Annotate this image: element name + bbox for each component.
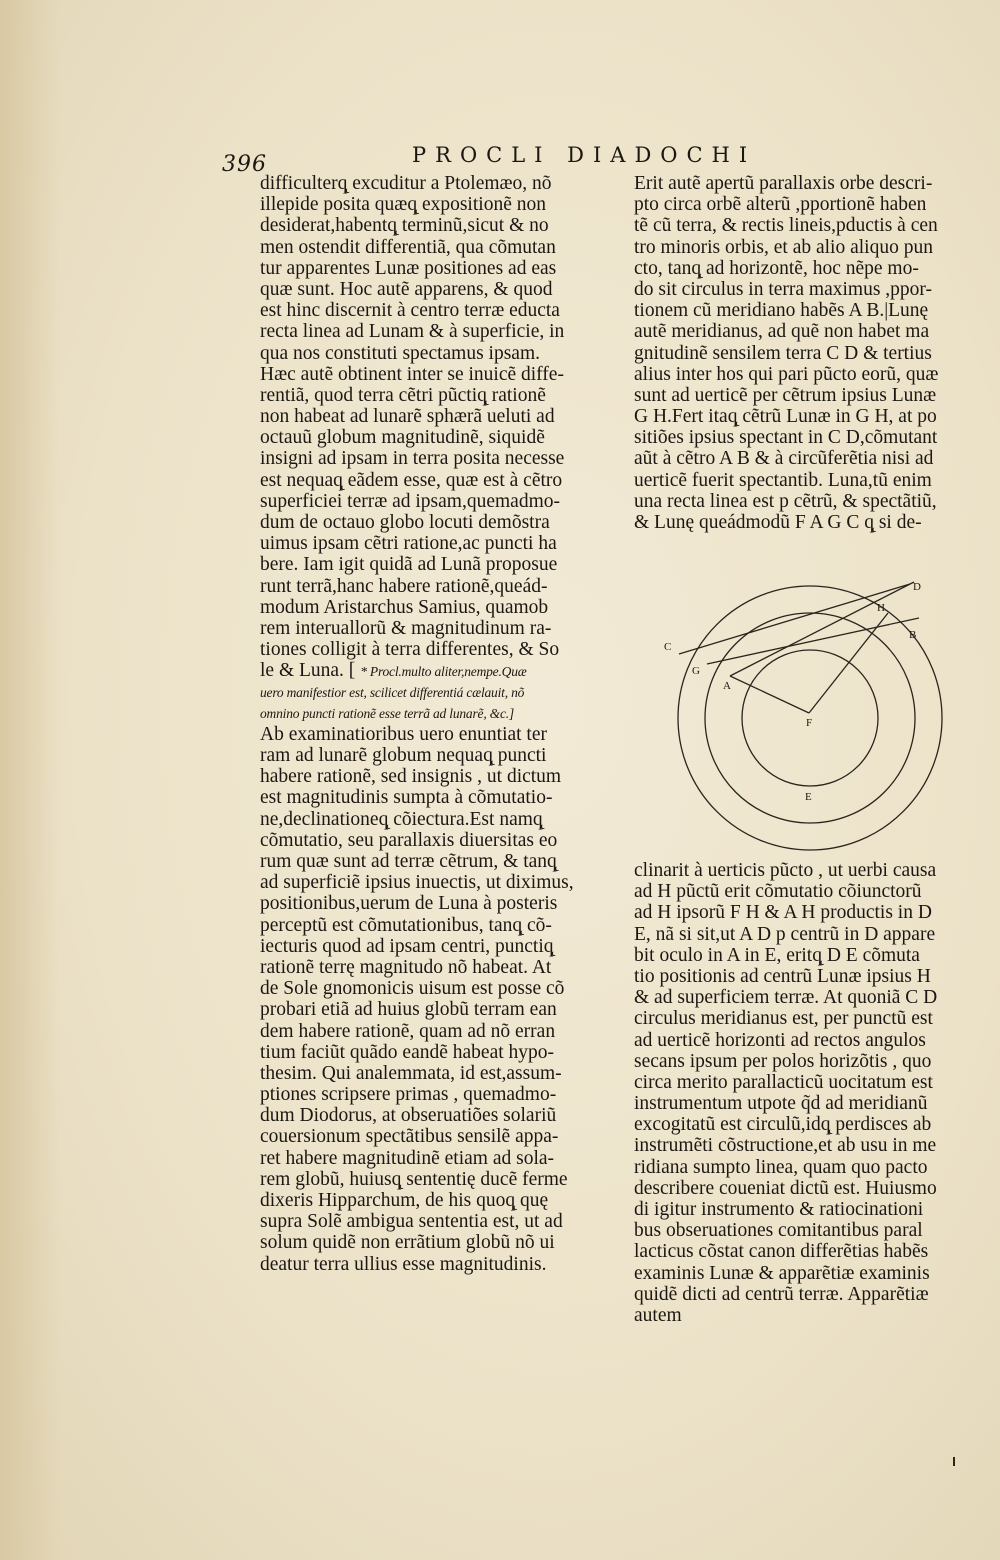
- running-head: PROCLI DIADOCHI: [412, 143, 757, 167]
- label-g: G: [692, 665, 700, 677]
- text-line: est nequaq̨ eãdem esse, quæ est à cẽtro: [260, 469, 563, 491]
- text-line: rem interuallorũ & magnitudinum ra-: [260, 617, 552, 639]
- text-line: cõmutatio, seu parallaxis diuersitas eo: [260, 829, 558, 851]
- text-line: supra Solẽ ambigua sententia est, ut ad: [260, 1211, 563, 1233]
- label-b: B: [909, 629, 917, 641]
- text-line: iecturis quod ad ipsam centri, punctiq̨: [260, 935, 554, 957]
- text-line: pto circa orbẽ alterũ ,pportionẽ haben: [634, 194, 927, 216]
- text-line: clinarit à uerticis pũcto , ut uerbi causa: [634, 860, 937, 881]
- text-line: di igitur instrumento & ratiocinationi: [634, 1199, 924, 1220]
- text-line: ret habere magnitudinẽ etiam ad sola-: [260, 1147, 555, 1169]
- text-line: instrumẽti cõstructione,et ab usu in me: [634, 1135, 937, 1157]
- text-line: ne,declinationeq̨ cõiectura.Est namq̨: [260, 808, 543, 830]
- text-line: dixeris Hipparchum, de his quoq̨ quę: [260, 1190, 549, 1211]
- text-line: sunt ad uerticẽ per cẽtrum ipsius Lunæ: [634, 384, 937, 406]
- page-number: 396: [222, 152, 267, 177]
- text-line: tur apparentes Lunæ positiones ad eas: [260, 257, 557, 279]
- text-line: secans ipsum per polos horizõtis , quo: [634, 1050, 932, 1072]
- right-column-top: [634, 173, 959, 533]
- text-line: recta linea ad Lunam & à superficie, in: [260, 321, 565, 343]
- text-line: tium faciũt quãdo eandẽ habeat hypo-: [260, 1041, 555, 1063]
- label-f: F: [806, 717, 813, 729]
- text-line: ridiana sumpto linea, quam quo pacto: [634, 1156, 928, 1178]
- text-line: qua nos constituti spectamus ipsam.: [260, 342, 541, 364]
- text-line: tiones colligit à terra differentes, & So: [260, 639, 560, 661]
- label-a: A: [723, 680, 731, 692]
- marginal-note-line: omnino puncti rationẽ esse terrã ad lunarẽ, &c.]: [260, 705, 514, 721]
- text-line: Hæc autẽ obtinent inter se inuicẽ diffe-: [260, 363, 564, 385]
- text-line: excogitatũ est circulũ,idq̨ perdisces ab: [634, 1114, 932, 1136]
- text-line: runt terrã,hanc habere rationẽ,queád-: [260, 575, 548, 597]
- text-line: rum quæ sunt ad terræ cẽtrum, & tanq̨: [260, 851, 557, 872]
- text-line: autẽ meridianus, ad quẽ non habet ma: [634, 321, 930, 343]
- text-line: bit oculo in A in E, eritq̨ D E cõmuta: [634, 944, 920, 966]
- text-line: Ab examinatioribus uero enuntiat ter: [260, 723, 547, 745]
- left-column: [260, 173, 595, 1275]
- text-line: uerticẽ fuerit spectantib. Luna,tũ enim: [634, 469, 932, 491]
- text-line: probari etiã ad huius globũ terram ean: [260, 999, 557, 1021]
- right-column-bottom: [634, 860, 959, 1326]
- text-line: tro minoris orbis, et ab alio aliquo pun: [634, 236, 933, 258]
- text-line: cto, tanq̨ ad horizontẽ, hoc nẽpe mo-: [634, 257, 919, 279]
- text-line: circulus meridianus est, per punctũ est: [634, 1008, 933, 1030]
- text-line: desiderat,habentq̨ terminũ,sicut & no: [260, 215, 549, 237]
- text-line: sitiões ipsius spectant in C D,cõmutant: [634, 427, 938, 449]
- text-line: Erit autẽ apertũ parallaxis orbe descri-: [634, 173, 933, 194]
- text-line: instrumentum utpote q̃d ad meridianũ: [634, 1093, 928, 1115]
- text-line: do sit circulus in terra maximus ,ppor-: [634, 278, 933, 300]
- marginal-note: * Procl.multo aliter,nempe.Quæ: [360, 664, 527, 680]
- text-fragment: le & Luna. [: [260, 660, 356, 682]
- label-c: C: [664, 641, 672, 653]
- text-line-with-note: [260, 660, 595, 681]
- parallax-diagram: [655, 568, 955, 858]
- text-line: habere rationẽ, sed insignis , ut dictum: [260, 766, 562, 788]
- text-line: superficiei terræ ad ipsam,quemadmo-: [260, 490, 560, 512]
- text-line: modum Aristarchus Samius, quamob: [260, 596, 549, 618]
- text-line: una recta linea est p cẽtrũ, & spectãtiũ,: [634, 490, 937, 512]
- text-line: quidẽ dicti ad centrũ terræ. Apparẽtiæ: [634, 1283, 929, 1305]
- text-line: dum Diodorus, at obseruatiões solariũ: [260, 1105, 557, 1127]
- parallax-diagram-svg: [655, 568, 955, 858]
- label-d: D: [913, 581, 921, 593]
- text-line: ad uerticẽ horizonti ad rectos angulos: [634, 1029, 926, 1051]
- text-line: positionibus,uerum de Luna à posteris: [260, 893, 558, 915]
- text-line: & Lunę queádmodũ F A G C q̨ si de-: [634, 512, 922, 533]
- text-line: octauũ globum magnitudinẽ, siquidẽ: [260, 427, 545, 449]
- text-line: tio positionis ad centrũ Lunæ ipsius H: [634, 965, 931, 987]
- text-line: lacticus cõstat canon differẽtias habẽs: [634, 1241, 929, 1263]
- text-line: alius inter hos qui pari pũcto eorũ, quæ: [634, 363, 939, 385]
- text-line: difficulterq̨ excuditur a Ptolemæo, nõ: [260, 173, 552, 194]
- text-line: tionem cũ meridiano habẽs A B.|Lunę: [634, 300, 929, 322]
- text-line: thesim. Qui analemmata, id est,assum-: [260, 1062, 562, 1084]
- text-line: G H.Fert itaq̨ cẽtrũ Lunæ in G H, at po: [634, 406, 937, 428]
- text-line: dum de octauo globo locuti demõstra: [260, 512, 550, 533]
- marginal-note-line: uero manifestior est, scilicet differentiá cælauit, nõ: [260, 684, 525, 700]
- text-line: aũt à cẽtro A B & à circũferẽtia nisi ad: [634, 448, 934, 470]
- text-line: uimus ipsam cẽtri ratione,ac puncti ha: [260, 533, 557, 555]
- text-line: bus obseruationes comitantibus paral: [634, 1220, 923, 1242]
- text-line: non habeat ad lunarẽ sphærã ueluti ad: [260, 406, 555, 428]
- text-line: illepide posita quæq̨ expositionẽ non: [260, 194, 546, 216]
- text-line: deatur terra ullius esse magnitudinis.: [260, 1253, 547, 1275]
- text-line: est magnitudinis sumpta à cõmutatio-: [260, 787, 553, 809]
- text-line: ad H ipsorũ F H & A H productis in D: [634, 902, 932, 924]
- printers-mark: [953, 1457, 955, 1466]
- line-a-d: [730, 582, 917, 676]
- text-line: circa merito parallacticũ uocitatum est: [634, 1071, 933, 1093]
- page-edge-shadow: [0, 0, 60, 1560]
- label-h: H: [877, 602, 885, 614]
- text-line: & ad superficiem terræ. At quoniã C D: [634, 987, 938, 1009]
- text-line: est hinc discernit à centro terræ educta: [260, 300, 560, 322]
- text-line: couersionum spectãtibus sensilẽ appa-: [260, 1126, 559, 1148]
- text-line: rentiã, quod terra cẽtri pũctiq̨ rationẽ: [260, 384, 546, 406]
- text-line: autem: [634, 1304, 682, 1326]
- text-line: tẽ cũ terra, & rectis lineis,pductis à cen: [634, 215, 938, 237]
- text-line: quæ sunt. Hoc autẽ apparens, & quod: [260, 278, 553, 300]
- text-line: rationẽ terrę magnitudo nõ habeat. At: [260, 956, 552, 978]
- text-line: ram ad lunarẽ globum nequaq̨ puncti: [260, 745, 547, 767]
- text-line: ad H pũctũ erit cõmutatio cõiunctorũ: [634, 881, 922, 903]
- line-a-f: [730, 676, 809, 713]
- text-line: E, nã si sit,ut A D p centrũ in D appare: [634, 923, 936, 945]
- text-line: insigni ad ipsam in terra posita necesse: [260, 448, 565, 470]
- text-line: bere. Iam igit quidã ad Lunã proposue: [260, 554, 558, 576]
- text-line: perceptũ est cõmutationibus, tanq̨ cõ-: [260, 914, 552, 936]
- label-e: E: [805, 791, 812, 803]
- text-line: gnitudinẽ sensilem terra C D & tertius: [634, 342, 932, 364]
- text-line: men ostendit differentiã, qua cõmutan: [260, 236, 556, 258]
- text-line: ptiones scripsere primas , quemadmo-: [260, 1084, 557, 1106]
- text-line: rem globũ, huiusq̨ sententię ducẽ ferme: [260, 1168, 568, 1190]
- text-line: solum quidẽ non errãtium globũ nõ ui: [260, 1232, 555, 1254]
- line-f-b: [809, 613, 888, 713]
- text-line: ad superficiẽ ipsius inuectis, ut diximus,: [260, 872, 574, 894]
- text-line: examinis Lunæ & apparẽtiæ examinis: [634, 1262, 930, 1284]
- text-line: describere coueniat dictũ est. Huiusmo: [634, 1177, 937, 1199]
- text-line: de Sole gnomonicis uisum est posse cõ: [260, 978, 565, 1000]
- text-line: dem habere rationẽ, quam ad nõ erran: [260, 1020, 556, 1042]
